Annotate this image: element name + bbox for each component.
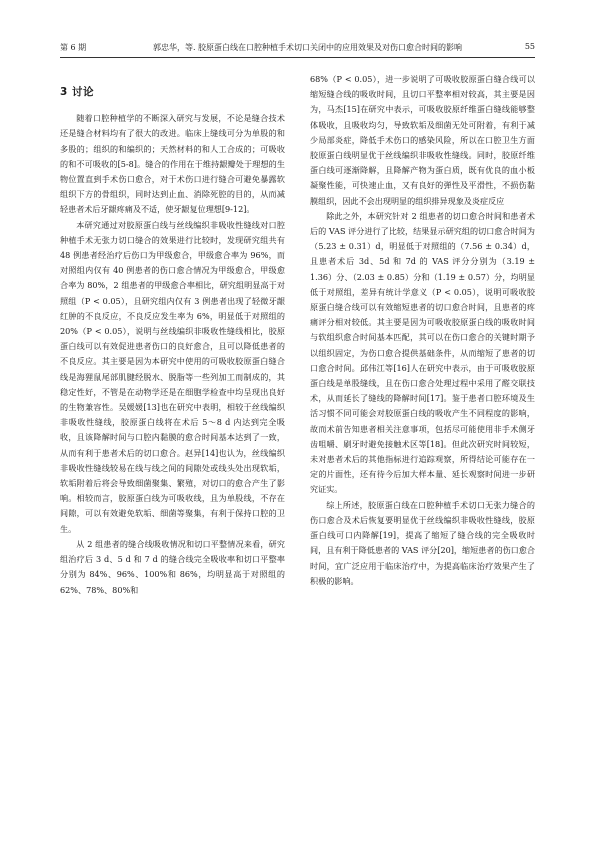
paragraph: 随着口腔种植学的不断深入研究与发展，不论是缝合技术还是缝合材料均有了很大的改进。临床上缝线可分为单股的和多股的；组织的和编织的；天然材料的和人工合成的；可吸收的和不可吸收的[5-8]。缝合的作用在于维持龈瓣处于理想的生物位置直到手术伤口愈合，对于术伤口进行缝合可避免暴露软组织下方的骨组织，同时达到止血、消除死腔的目的，从而减轻患者术后牙龈疼痛及不适，使牙龈复位理想[9-12]。 [60,113,285,215]
right-column [310,72,535,589]
page-number: 55 [524,42,535,51]
running-header [60,42,535,56]
paragraph: 本研究通过对胶原蛋白线与丝线编织非吸收性缝线对口腔种植手术无张力切口缝合的效果进行比较时，发现研究组共有 48 例患者经治疗后伤口为甲级愈合，甲级愈合率为 96%，而对照组内仅有 40 例患者的伤口愈合情况为甲级愈合，甲级愈合率为 80%，2 组患者的甲级愈合率相比，研究组明显高于对照组（P < 0.05），且研究组内仅有 3 例患者出现了轻微牙龈红肿的不良反应，不良反应发生率为 6%，明显低于对照组的 20%（P < 0.05），说明与丝线编织非吸收性缝线相比，胶原蛋白线可以有效促进患者伤口的良好愈合，且可以降低患者的不良反应。其主要是因为本研究中使用的可吸收胶原蛋白缝合线是海狸鼠尾部肌腱经脱水、脱脂等一些列加工而制成的，其稳定性好，不管是在动物学还是在细胞学检查中均呈现出良好的生物兼容性。吴媛媛[13]也在研究中表明，相较于丝线编织非吸收性缝线，胶原蛋白线将在术后 5～8 d 内达到完全吸收，且该降解时间与口腔内黏膜的愈合时间基本达到了一致，从而有利于患者术后的切口愈合。赵异[14]也认为，丝线编织非吸收性缝线较易在线与线之间的间隙处或线头处出现软垢，软垢附着后将会导致细菌聚集、繁殖，对切口的愈合产生了影响。相较而言，胶原蛋白线为可吸收线，且为单股线，不存在间隙，可以有效避免软垢、细菌等聚集，有利于保持口腔的卫生。 [60,219,285,534]
section-heading: 3 讨论 [60,86,94,98]
paragraph: 从 2 组患者的缝合线吸收情况和切口平整情况来看，研究组治疗后 3 d、5 d 和 7 d 的缝合线完全吸收率和切口平整率分别为 84%、96%、100%和 86%，均明显高于对照组的 62%、78%、80%和 [60,538,285,595]
paragraph: 68%（P < 0.05），进一步说明了可吸收胶原蛋白缝合线可以缩短缝合线的吸收时间，且切口平整率相对较高，其主要是因为，马杰[15]在研究中表示，可吸收胶原纤维蛋白缝线能够整体吸收，且吸收均匀，导致软垢及细菌无处可附着，有利于减少局部炎症，降低手术伤口的感染风险，所以在口腔卫生方面胶原蛋白线明显优于丝线编织非吸收性缝线。同时，胶原纤维蛋白线可逐渐降解，且降解产物为蛋白质，既有优良的血小板凝聚性能，可快速止血，又有良好的弹性及平滑性，不损伤黏膜组织，因此不会出现明显的组织排异现象及炎症反应 [310,74,535,206]
paragraph: 除此之外，本研究针对 2 组患者的切口愈合时间和患者术后的 VAS 评分进行了比较，结果显示研究组的切口愈合时间为（5.23 ± 0.31）d，明显低于对照组的（7.56 ± 0.34）d，且患者术后 3d、5d 和 7d 的 VAS 评分分别为（3.19 ± 1.36）分、（2.03 ± 0.85）分和（1.19 ± 0.57）分，均明显低于对照组，差异有统计学意义（P < 0.05），说明可吸收胶原蛋白缝合线可以有效缩短患者的切口愈合时间，且患者的疼痛评分相对较低。其主要是因为可吸收胶原蛋白线的吸收时间与软组织愈合时间基本匹配，其可以在伤口愈合的关键时期予以组织固定，为伤口愈合提供基础条件，从而缩短了患者的切口愈合时间。邱伟江等[16]人在研究中表示，由于可吸收胶原蛋白线是单股缝线，且在伤口愈合处理过程中采用了醛交联技术，从而延长了缝线的降解时间[17]。鉴于患者口腔环境及生活习惯不同可能会对胶原蛋白线的吸收产生不同程度的影响，故而术前告知患者相关注意事项，包括尽可能使用非手术侧牙齿咀嚼、刷牙时避免接触术区等[18]。但此次研究时间较短，未对患者术后的其他指标进行追踪观察，所得结论可能存在一定的片面性，还有待今后加大样本量、延长观察时间进一步研究证实。 [310,210,535,495]
paragraph: 综上所述，胶原蛋白线在口腔种植手术切口无张力缝合的伤口愈合及术后恢复要明显优于丝线编织非吸收性缝线，胶原蛋白线可口内降解[19]，提高了缩短了缝合线的完全吸收时间，且有利于降低患者的 VAS 评分[20]，缩短患者的伤口愈合时间，宜广泛应用于临床治疗中，为提高临床治疗效果产生了积极的影响。 [310,499,535,586]
header-rule [60,57,535,58]
left-column [60,72,285,598]
running-title: 郭忠华，等. 胶原蛋白线在口腔种植手术切口关闭中的应用效果及对伤口愈合时间的影响 [152,43,463,52]
issue-number: 第 6 期 [60,43,87,52]
